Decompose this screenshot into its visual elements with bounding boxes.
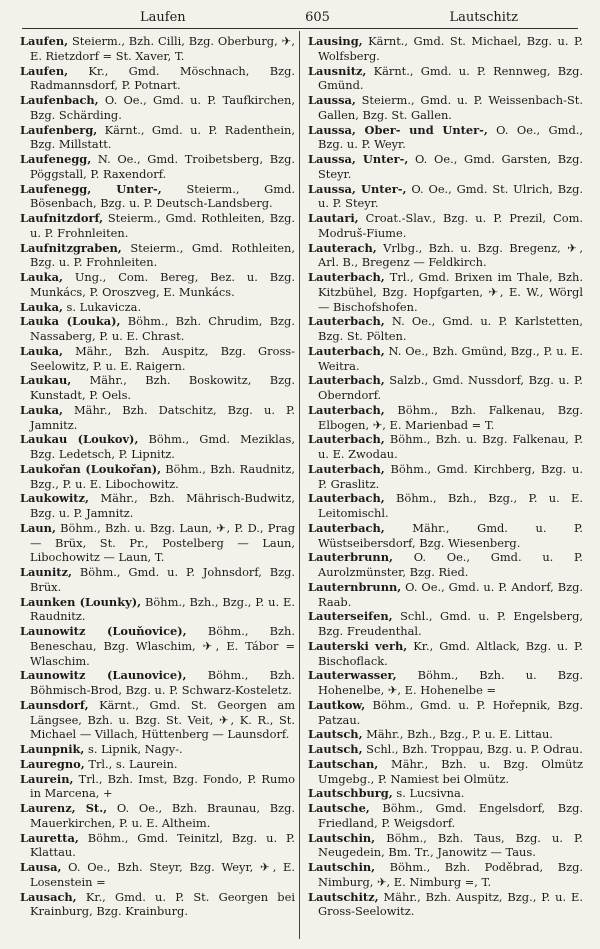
entry-headword: Lauka, [20, 270, 63, 284]
entry-headword: Lauka (Louka), [20, 314, 121, 329]
gazetteer-entry [20, 270, 295, 300]
entry-text: s. Lucsivna. [392, 786, 465, 801]
gazetteer-entry [20, 595, 295, 625]
entry-headword: Laukowitz, [20, 491, 89, 506]
entry-headword: Lauterbach, [308, 314, 385, 329]
gazetteer-entry [308, 432, 583, 462]
header-rule [22, 28, 578, 29]
entry-text: Vrlbg., Bzh. u. Bzg. Bregenz, ✈, Arl. B., Bregenz — Feldkirch. [318, 240, 583, 270]
entry-headword: Lauterseifen, [308, 609, 393, 624]
entry-headword: Lauterbrunn, [308, 550, 393, 565]
gazetteer-entry [308, 698, 583, 728]
entry-text: s. Lipnik, Nagy-. [84, 742, 183, 756]
left-column [20, 34, 295, 919]
gazetteer-entry [308, 123, 583, 153]
entry-headword: Laukau, [20, 373, 72, 388]
entry-text: O. Oe., Gmd. u. P. Taufkirchen, Bzg. Schärding. [30, 93, 295, 122]
gazetteer-entry [308, 521, 583, 551]
gazetteer-entry [20, 373, 295, 403]
entry-headword: Launken (Lounky), [20, 594, 142, 609]
entry-headword: Lausing, [308, 34, 363, 48]
entry-headword: Lauterbach, [308, 461, 385, 476]
entry-headword: Launpnik, [20, 742, 85, 756]
gazetteer-entry [20, 344, 295, 374]
entry-text: O. Oe., Gmd. u. P. Aurolzmünster, Bzg. Ried. [318, 550, 583, 579]
entry-text: Böhm., Bzh., Bzg., P. u. E. Raudnitz. [30, 594, 295, 624]
gazetteer-entry [308, 270, 583, 314]
entry-headword: Laussa, Ober- und Unter-, [308, 122, 488, 137]
page-number: 605 [305, 9, 330, 25]
gazetteer-entry [20, 624, 295, 668]
entry-headword: Lautschburg, [308, 786, 393, 801]
entry-text: Böhm., Bzh., Bzg., P. u. E. Leitomischl. [318, 491, 583, 520]
gazetteer-entry [20, 64, 295, 94]
entry-text: Mähr., Bzh., Bzg., P. u. E. Littau. [362, 727, 553, 742]
gazetteer-entry [308, 152, 583, 182]
gazetteer-entry [20, 182, 295, 212]
gazetteer-entry [20, 742, 295, 757]
entry-headword: Lauterbach, [308, 343, 385, 358]
entry-text: Ung., Com. Bereg, Bez. u. Bzg. Munkács, P. Oroszveg, E. Munkács. [30, 270, 295, 299]
entry-text: Mähr., Bzh. Auspitz, Bzg., P. u. E. Gross-Seelowitz. [318, 889, 583, 919]
entry-text: Schl., Gmd. u. P. Engelsberg, Bzg. Freudenthal. [318, 609, 583, 638]
gazetteer-entry [308, 668, 583, 698]
entry-headword: Laufnitzgraben, [20, 240, 122, 255]
gazetteer-entry [308, 639, 583, 669]
entry-headword: Lausnitz, [308, 63, 367, 78]
entry-text: Böhm., Bzh. Falkenau, Bzg. Elbogen, ✈, E. Marienbad = T. [318, 402, 583, 432]
entry-text: Steierm., Gmd. Rothleiten, Bzg. u. P. Frohnleiten. [30, 211, 295, 240]
entry-text: Böhm., Bzh. u. Bzg. Falkenau, P. u. E. Zwodau. [318, 432, 583, 461]
entry-headword: Laufenbach, [20, 93, 99, 107]
entry-headword: Lausa, [20, 860, 62, 874]
entry-text: Kärnt., Gmd. St. Michael, Bzg. u. P. Wolfsberg. [318, 34, 583, 63]
entry-headword: Launitz, [20, 565, 72, 579]
entry-text: Böhm., Gmd. u. P. Johnsdorf, Bzg. Brüx. [30, 565, 295, 594]
gazetteer-entry [20, 565, 295, 595]
entry-headword: Launsdorf, [20, 697, 89, 712]
gazetteer-entry [20, 890, 295, 920]
entry-text: Kärnt., Gmd. u. P. Radenthein, Bzg. Millstatt. [30, 122, 295, 152]
entry-headword: Lauterbach, [308, 373, 385, 388]
entry-text: Böhm., Bzh. Böhmisch-Brod, Bzg. u. P. Schwarz-Kosteletz. [30, 668, 295, 697]
gazetteer-entry [308, 580, 583, 610]
gazetteer-entry [308, 314, 583, 344]
entry-headword: Lauka, [20, 299, 63, 314]
entry-headword: Lauterbach, [308, 402, 385, 417]
entry-text: O. Oe., Gmd., Bzg. u. P. Weyr. [318, 122, 583, 152]
entry-text: Croat.-Slav., Bzg. u. P. Prezil, Com. Modruš-Fiume. [318, 211, 583, 240]
running-header [22, 6, 578, 28]
entry-headword: Lauterbach, [308, 432, 385, 447]
entry-text: Böhm., Bzh. u. Bzg. Laun, ✈, P. D., Prag — Brüx, St. Pr., Postelberg — Laun, Libochowitz — Laun, T. [30, 520, 295, 565]
gazetteer-entry [20, 152, 295, 182]
gazetteer-entry [308, 786, 583, 801]
entry-text: O. Oe., Gmd. u. P. Andorf, Bzg. Raab. [318, 579, 583, 609]
entry-headword: Laussa, Unter-, [308, 181, 407, 196]
gazetteer-entry [308, 491, 583, 521]
entry-text: N. Oe., Gmd. Troibetsberg, Bzg. Pöggstall, P. Raxendorf. [30, 152, 295, 181]
entry-text: Böhm., Bzh. Beneschau, Bzg. Wlaschim, ✈, E. Tábor = Wlaschim. [30, 624, 295, 668]
entry-headword: Launowitz (Louňovice), [20, 624, 187, 638]
gazetteer-entry [308, 860, 583, 890]
entry-headword: Laurenz, St., [20, 801, 108, 815]
gazetteer-entry [308, 403, 583, 433]
gazetteer-entry [20, 757, 295, 772]
gazetteer-entry [308, 550, 583, 580]
gazetteer-entry [308, 93, 583, 123]
entry-text: Böhm., Bzh. Poděbrad, Bzg. Nimburg, ✈, E. Nimburg =, T. [318, 860, 583, 889]
entry-headword: Lautschitz, [308, 889, 379, 904]
entry-headword: Lautsche, [308, 801, 370, 815]
entry-headword: Laussa, Unter-, [308, 152, 409, 166]
entry-text: Schl., Bzh. Troppau, Bzg. u. P. Odrau. [362, 742, 583, 756]
entry-headword: Laufen, [20, 34, 69, 48]
entry-text: Kärnt., Gmd. St. Georgen am Längsee, Bzh. u. Bzg. St. Veit, ✈, K. R., St. Michael — Villach, Hüttenberg — Launsdorf. [30, 697, 295, 742]
entry-text: Böhm., Bzh. Chrudim, Bzg. Nassaberg, P. u. E. Chrast. [30, 314, 295, 343]
entry-headword: Launowitz (Launovice), [20, 668, 187, 683]
entry-text: Kr., Gmd. Möschnach, Bzg. Radmannsdorf, P. Potnart. [30, 63, 295, 93]
entry-headword: Lautkow, [308, 697, 366, 712]
entry-text: Kr., Gmd. u. P. St. Georgen bei Krainburg, Bzg. Krainburg. [30, 889, 295, 919]
entry-text: Mähr., Gmd. u. P. Wüstseibersdorf, Bzg. Wiesenberg. [318, 520, 583, 550]
gazetteer-entry [20, 521, 295, 565]
entry-text: Mähr., Bzh. Boskowitz, Bzg. Kunstadt, P. Oels. [30, 373, 295, 402]
gazetteer-entry [308, 64, 583, 94]
entry-text: O. Oe., Gmd. St. Ulrich, Bzg. u. P. Steyr. [318, 181, 583, 211]
entry-text: Böhm., Gmd. Teinitzl, Bzg. u. P. Klattau. [30, 830, 295, 860]
gazetteer-entry [20, 300, 295, 315]
entry-headword: Lautschin, [308, 830, 376, 845]
gazetteer-entry [308, 742, 583, 757]
gazetteer-entry [308, 801, 583, 831]
entry-headword: Lautsch, [308, 742, 363, 756]
entry-text: O. Oe., Bzh. Steyr, Bzg. Weyr, ✈, E. Losenstein = [30, 860, 295, 889]
entry-text: Böhm., Gmd. u. P. Hořepnik, Bzg. Patzau. [318, 697, 583, 727]
entry-headword: Lautschin, [308, 860, 376, 874]
gazetteer-entry [308, 831, 583, 861]
entry-headword: Lauterski verh, [308, 638, 408, 653]
entry-headword: Laun, [20, 520, 56, 535]
gazetteer-entry [308, 462, 583, 492]
gazetteer-entry [20, 772, 295, 802]
entry-text: Böhm., Bzh. Taus, Bzg. u. P. Neugedein, Bm. Tr., Janowitz — Taus. [318, 830, 583, 860]
entry-text: Böhm., Gmd. Kirchberg, Bzg. u. P. Graslitz. [318, 461, 583, 491]
entry-text: Trl., Gmd. Brixen im Thale, Bzh. Kitzbühel, Bzg. Hopfgarten, ✈, E. W., Wörgl — Bischofshofen. [318, 270, 583, 314]
gazetteer-entry [20, 241, 295, 271]
entry-headword: Laufenberg, [20, 122, 98, 137]
entry-headword: Laukořan (Loukořan), [20, 461, 162, 476]
entry-headword: Laurein, [20, 771, 74, 786]
entry-headword: Laukau (Loukov), [20, 432, 139, 447]
gazetteer-entry [20, 491, 295, 521]
entry-headword: Lautari, [308, 211, 359, 225]
entry-text: Mähr., Bzh. Datschitz, Bzg. u. P. Jamnitz. [30, 402, 295, 432]
entry-headword: Lauterach, [308, 240, 377, 255]
entry-headword: Lauterbach, [308, 491, 385, 506]
gazetteer-entry [20, 831, 295, 861]
gazetteer-entry [308, 727, 583, 742]
gazetteer-entry [20, 432, 295, 462]
entry-headword: Lauka, [20, 343, 63, 358]
gazetteer-entry [308, 373, 583, 403]
entry-headword: Lauregno, [20, 756, 85, 771]
header-right-keyword: Lautschitz [449, 9, 518, 25]
gazetteer-entry [20, 462, 295, 492]
gazetteer-entry [20, 801, 295, 831]
gazetteer-entry [20, 698, 295, 742]
entry-text: N. Oe., Bzh. Gmünd, Bzg., P. u. E. Weitra. [318, 343, 583, 373]
entry-headword: Laufenegg, [20, 152, 92, 166]
entry-headword: Laufen, [20, 63, 69, 78]
gazetteer-entry [308, 182, 583, 212]
entry-text: Trl., Bzh. Imst, Bzg. Fondo, P. Rumo in Marcena, + [30, 771, 295, 801]
gazetteer-entry [308, 609, 583, 639]
right-column [308, 34, 583, 919]
entry-text: Kärnt., Gmd. u. P. Rennweg, Bzg. Gmünd. [318, 63, 583, 93]
entry-text: Steierm., Gmd. Bösenbach, Bzg. u. P. Deutsch-Landsberg. [30, 181, 295, 211]
entry-text: O. Oe., Bzh. Braunau, Bzg. Mauerkirchen, P. u. E. Altheim. [30, 801, 295, 830]
entry-text: Trl., s. Laurein. [84, 756, 178, 771]
gazetteer-entry [308, 211, 583, 241]
entry-text: Steierm., Gmd. Rothleiten, Bzg. u. P. Frohnleiten. [30, 240, 295, 270]
entry-headword: Laufnitzdorf, [20, 211, 104, 225]
gazetteer-entry [20, 668, 295, 698]
gazetteer-entry [308, 890, 583, 920]
gazetteer-entry [308, 34, 583, 64]
entry-headword: Lauternbrunn, [308, 579, 402, 594]
entry-headword: Lautschan, [308, 756, 379, 771]
entry-text: Steierm., Gmd. u. P. Weissenbach-St. Gallen, Bzg. St. Gallen. [318, 93, 583, 122]
entry-text: Mähr., Bzh. u. Bzg. Olmütz Umgebg., P. Namiest bei Olmütz. [318, 756, 583, 786]
entry-headword: Lauterbach, [308, 520, 385, 535]
entry-text: Mähr., Bzh. Mährisch-Budwitz, Bzg. u. P. Jamnitz. [30, 491, 295, 520]
entry-text: Salzb., Gmd. Nussdorf, Bzg. u. P. Oberndorf. [318, 373, 583, 402]
gazetteer-entry [20, 123, 295, 153]
entry-text: Böhm., Gmd. Meziklas, Bzg. Ledetsch, P. Lipnitz. [30, 432, 295, 461]
entry-headword: Laufenegg, Unter-, [20, 181, 162, 196]
column-divider [299, 31, 300, 939]
entry-headword: Lausach, [20, 889, 77, 904]
gazetteer-entry [20, 860, 295, 890]
entry-text: Mähr., Bzh. Auspitz, Bzg. Gross-Seelowitz, P. u. E. Raigern. [30, 343, 295, 373]
entry-text: s. Lukavicza. [62, 299, 142, 314]
gazetteer-entry [308, 241, 583, 271]
entry-text: Böhm., Bzh. Raudnitz, Bzg., P. u. E. Libochowitz. [30, 461, 295, 491]
gazetteer-entry [308, 757, 583, 787]
entry-headword: Lauterbach, [308, 270, 385, 284]
entry-text: Böhm., Gmd. Engelsdorf, Bzg. Friedland, P. Weigsdorf. [318, 801, 583, 830]
entry-text: Böhm., Bzh. u. Bzg. Hohenelbe, ✈, E. Hohenelbe = [318, 668, 583, 697]
gazetteer-entry [20, 93, 295, 123]
entry-headword: Laussa, [308, 93, 356, 107]
entry-text: Kr., Gmd. Altlack, Bzg. u. P. Bischoflack. [318, 638, 583, 668]
gazetteer-entry [20, 211, 295, 241]
gazetteer-entry [20, 314, 295, 344]
gazetteer-entry [20, 403, 295, 433]
entry-headword: Lauterwasser, [308, 668, 397, 683]
entry-headword: Lauka, [20, 402, 63, 417]
entry-text: O. Oe., Gmd. Garsten, Bzg. Steyr. [318, 152, 583, 181]
gazetteer-entry [20, 34, 295, 64]
entry-text: N. Oe., Gmd. u. P. Karlstetten, Bzg. St. Pölten. [318, 314, 583, 343]
gazetteer-entry [308, 344, 583, 374]
entry-text: Steierm., Bzh. Cilli, Bzg. Oberburg, ✈, E. Rietzdorf = St. Xaver, T. [30, 34, 295, 63]
header-left-keyword: Laufen [140, 9, 186, 25]
entry-headword: Lauretta, [20, 830, 79, 845]
entry-headword: Lautsch, [308, 727, 363, 742]
